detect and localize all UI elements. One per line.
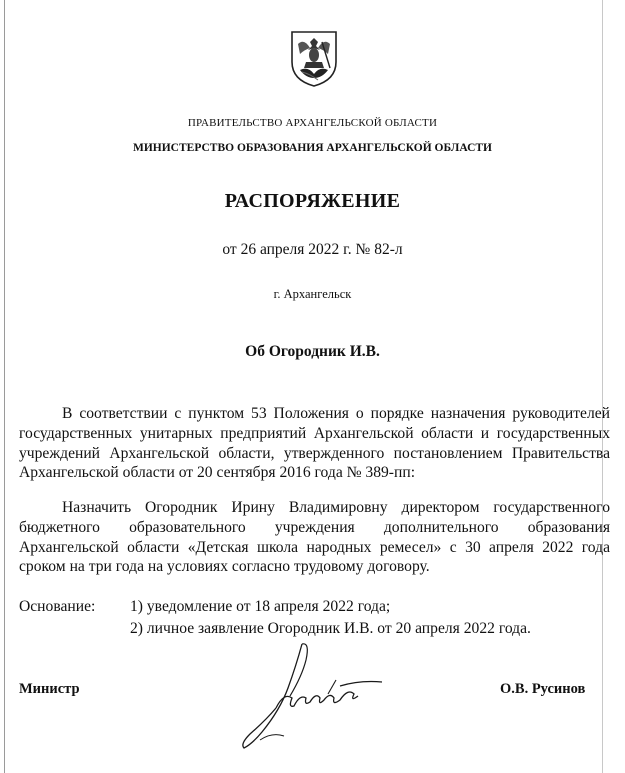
basis-label: Основание: bbox=[19, 598, 96, 615]
handwritten-signature-icon bbox=[232, 636, 392, 756]
scan-edge-left bbox=[4, 0, 5, 773]
scan-edge-right bbox=[602, 0, 603, 773]
ministry-header: МИНИСТЕРСТВО ОБРАЗОВАНИЯ АРХАНГЕЛЬСКОЙ ОБЛАСТИ bbox=[132, 142, 493, 154]
government-header: ПРАВИТЕЛЬСТВО АРХАНГЕЛЬСКОЙ ОБЛАСТИ bbox=[187, 117, 438, 129]
signatory-name: О.В. Русинов bbox=[500, 681, 586, 697]
document-city: г. Архангельск bbox=[273, 287, 352, 301]
document-type-title: РАСПОРЯЖЕНИЕ bbox=[224, 190, 401, 212]
basis-item: 1) уведомление от 18 апреля 2022 года; bbox=[130, 598, 391, 615]
document-subject: Об Огородник И.В. bbox=[245, 343, 380, 360]
body-paragraph-basis: В соответствии с пунктом 53 Положения о порядке назначения руководителей государственных унитарных предприятий Архангельской области и государственных учреждений Архангельской области, утвержденного постановлением Правительства Архангельской области от 20 сентября 2016 года № 389-пп: bbox=[19, 405, 610, 482]
signatory-title: Министр bbox=[19, 681, 80, 697]
document-date-number: от 26 апреля 2022 г. № 82-л bbox=[222, 241, 403, 258]
basis-item: 2) личное заявление Огородник И.В. от 20 апреля 2022 года. bbox=[130, 620, 531, 637]
coat-of-arms-icon bbox=[286, 28, 342, 88]
body-paragraph-order: Назначить Огородник Ирину Владимировну директором государственного бюджетного образовательного учреждения дополнительного образования Архангельской области «Детская школа народных ремесел» с 30 апреля 2022 года сроком на три года на условиях согласно трудовому договору. bbox=[19, 499, 610, 576]
